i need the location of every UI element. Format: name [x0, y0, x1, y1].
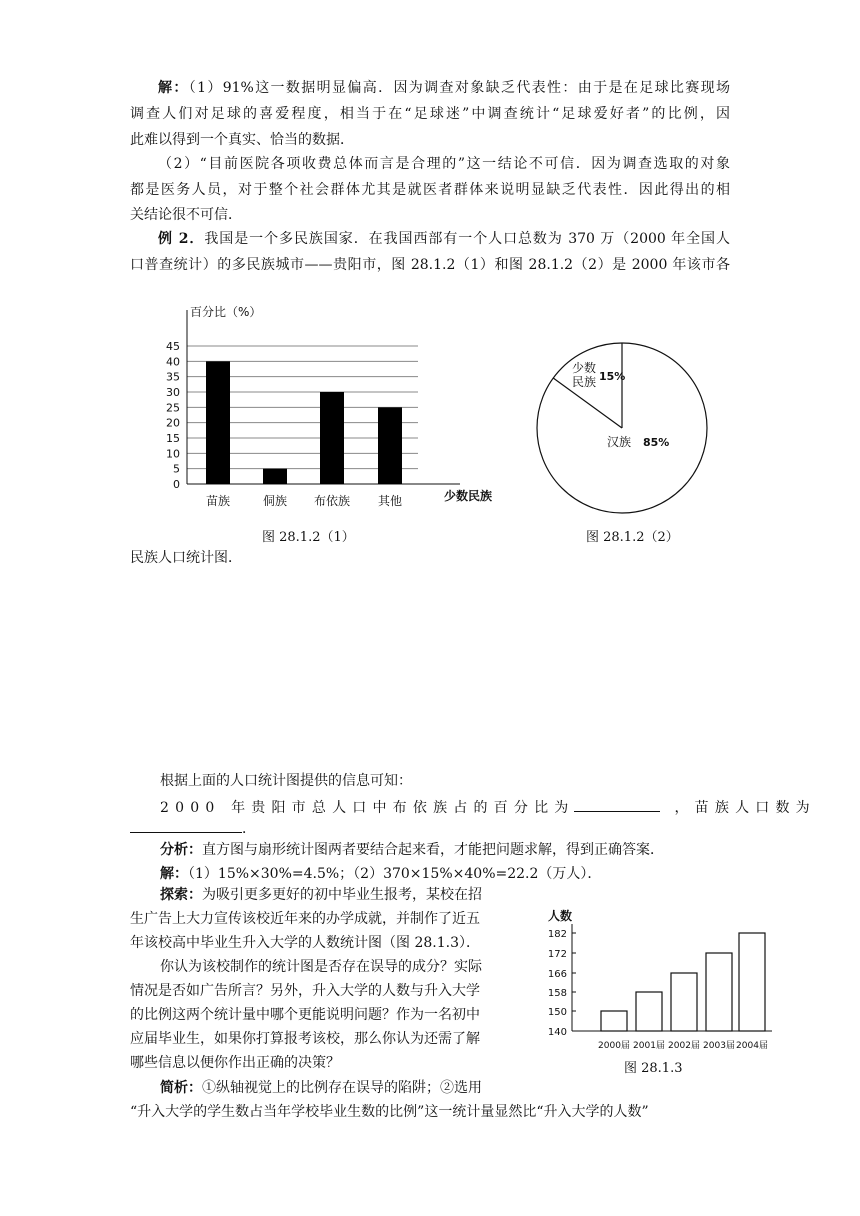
y-tick-label: 0 — [173, 478, 180, 491]
explore-line3: 年该校高中毕业生升入大学的人数统计图（图 28.1.3）． — [130, 935, 480, 951]
analysis-text: 直方图与扇形统计图两者要结合起来看，才能把问题求解，得到正确答案． — [202, 842, 664, 858]
y-tick-label: 30 — [166, 386, 180, 399]
example2-line2: 口普查统计）的多民族城市——贵阳市，图 28.1.2（1）和图 28.1.2（2）是 2000 年该市各 — [130, 257, 730, 273]
bar — [601, 1011, 627, 1031]
y-tick-label: 166 — [547, 969, 567, 980]
bar — [378, 407, 402, 484]
y-tick-label: 172 — [547, 949, 567, 960]
brief-line1 — [160, 1078, 482, 1098]
pie-label-han: 汉族 — [607, 435, 632, 449]
x-tick-label: 其他 — [377, 494, 403, 508]
explore-label: 探索： — [160, 887, 202, 903]
solution1-label: 解： — [158, 80, 189, 96]
explore-text-1: 为吸引更多更好的初中毕业生报考，某校在招 — [202, 887, 482, 903]
example2-continuation: 民族人口统计图． — [130, 550, 242, 566]
answer-label: 解： — [160, 866, 188, 882]
x-axis-label: 少数民族 — [444, 489, 493, 503]
question-text-1: 2000 年贵阳市总人口中布依族占的百分比为 — [160, 800, 575, 816]
pie-value-han: 85% — [643, 436, 670, 449]
question-intro: 根据上面的人口统计图提供的信息可知： — [160, 773, 412, 789]
y-axis-label: 百分比（%） — [190, 305, 262, 319]
ethnic-pie-chart — [535, 336, 715, 520]
explore-line6: 的比例这两个统计量中哪个更能说明问题？作为一名初中 — [130, 1007, 480, 1023]
question-end: ． — [242, 821, 256, 837]
example2-label: 例 2． — [158, 231, 205, 247]
brief-label: 简析： — [160, 1080, 202, 1096]
x-tick-label: 苗族 — [205, 494, 231, 508]
example2-line1 — [130, 229, 730, 249]
question-line1 — [130, 797, 816, 818]
answer-text: （1）15%×30%=4.5%；（2）370×15%×40%=22.2（万人）． — [188, 866, 602, 882]
ethnic-bar-chart — [160, 298, 520, 518]
y-tick-label: 20 — [166, 416, 180, 430]
y-tick-label: 25 — [166, 401, 180, 415]
y-tick-label: 15 — [166, 432, 180, 445]
y-tick-label: 10 — [166, 447, 180, 461]
explore-line4: 你认为该校制作的统计图是否存在误导的成分？实际 — [160, 959, 482, 975]
solution2-line1 — [130, 154, 730, 174]
y-tick-label: 140 — [547, 1027, 567, 1038]
bar — [636, 992, 662, 1031]
solution1-line3: 此难以得到一个真实、恰当的数据． — [130, 132, 354, 148]
explore-line2: 生广告上大力宣传该校近年来的办学成就，并制作了近五 — [130, 911, 480, 927]
question-text-2: ，苗族人口数为 — [674, 800, 816, 816]
answer-blank-1[interactable] — [574, 797, 660, 812]
explore-line1 — [160, 885, 482, 905]
analysis-label: 分析： — [160, 842, 202, 858]
y-tick-label: 5 — [173, 462, 180, 476]
question-line2 — [130, 818, 730, 839]
answer-line — [160, 864, 601, 884]
y-tick-label: 40 — [166, 355, 180, 369]
pie-value-minority: 15% — [599, 370, 626, 383]
solution1-text-1: （1）91%这一数据明显偏高．因为调查对象缺乏代表性：由于是在足球比赛现场 — [188, 80, 731, 96]
bar — [671, 973, 697, 1031]
y-tick-label: 150 — [547, 1007, 567, 1018]
y-axis-label: 人数 — [548, 909, 573, 923]
brief-line2: “升入大学的学生数占当年学校毕业生数的比例”这一统计量显然比“升入大学的人数” — [130, 1104, 649, 1120]
analysis-line — [160, 840, 664, 860]
bar — [206, 361, 230, 484]
solution2-line2: 都是医务人员，对于整个社会群体尤其是就医者群体来说明显缺乏代表性．因此得出的相 — [130, 182, 730, 198]
y-tick-label: 45 — [166, 340, 180, 353]
example2-text-1: 我国是一个多民族国家．在我国西部有一个人口总数为 370 万（2000 年全国人 — [204, 231, 730, 247]
solution2-text-1: （2）“目前医院各项收费总体而言是合理的”这一结论不可信．因为调查选取的对象 — [158, 156, 730, 172]
explore-line7: 应届毕业生，如果你打算报考该校，那么你认为还需了解 — [130, 1031, 480, 1047]
bar — [706, 953, 732, 1031]
brief-text-1: ①纵轴视觉上的比例存在误导的陷阱；②选用 — [202, 1080, 482, 1096]
graduates-bar-chart — [540, 900, 780, 1052]
answer-blank-2[interactable] — [130, 818, 242, 833]
solution1-line1 — [130, 78, 730, 98]
x-tick-label: 2004届 — [736, 1041, 768, 1051]
trend-chart-caption: 图 28.1.3 — [624, 1061, 683, 1076]
y-tick-label: 182 — [547, 929, 567, 940]
x-tick-label: 2000届 — [598, 1041, 630, 1051]
pie-label-minority-2: 民族 — [572, 375, 597, 389]
pie-chart-caption: 图 28.1.2（2） — [586, 530, 679, 545]
bar — [263, 469, 287, 484]
x-tick-label: 布依族 — [313, 494, 351, 508]
x-tick-label: 侗族 — [262, 494, 288, 508]
bar-chart-caption: 图 28.1.2（1） — [262, 530, 355, 545]
bar — [739, 933, 765, 1031]
bar — [320, 392, 344, 484]
x-tick-label: 2001届 — [633, 1041, 665, 1051]
y-tick-label: 35 — [166, 370, 180, 384]
solution2-line3: 关结论很不可信． — [130, 207, 242, 223]
pie-label-minority-1: 少数 — [572, 361, 597, 375]
y-tick-label: 158 — [547, 988, 567, 999]
solution1-line2: 调查人们对足球的喜爱程度，相当于在“足球迷”中调查统计“足球爱好者”的比例，因 — [130, 106, 730, 122]
x-tick-label: 2002届 — [668, 1041, 700, 1051]
explore-line5: 情况是否如广告所言？另外，升入大学的人数与升入大学 — [130, 983, 480, 999]
x-tick-label: 2003届 — [703, 1041, 735, 1051]
explore-line8: 哪些信息以便你作出正确的决策？ — [130, 1055, 340, 1071]
